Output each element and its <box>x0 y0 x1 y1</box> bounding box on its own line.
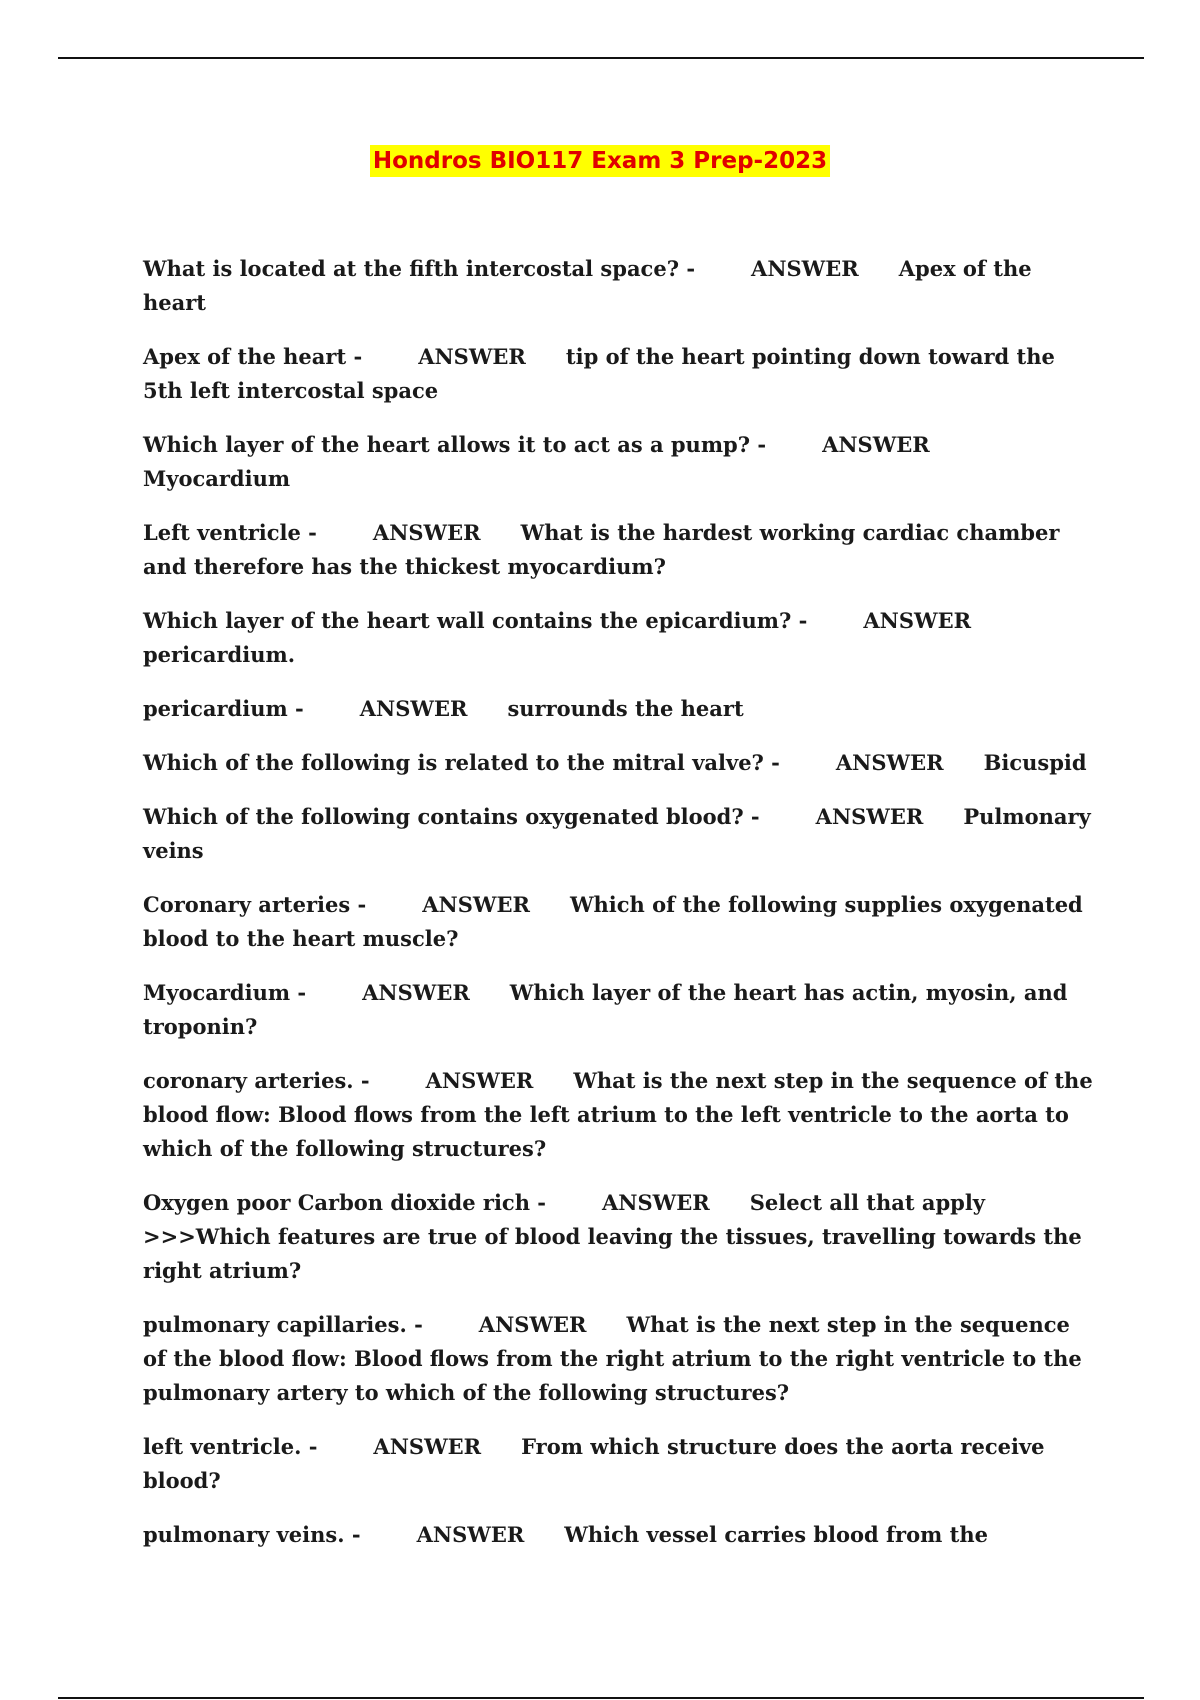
answer-label: ANSWER <box>418 344 526 369</box>
question-text: pulmonary capillaries. - <box>143 1312 423 1337</box>
question-text: Oxygen poor Carbon dioxide rich - <box>143 1190 547 1215</box>
qa-entry <box>143 976 1098 1044</box>
document-title: Hondros BIO117 Exam 3 Prep-2023 <box>370 145 830 177</box>
answer-label: ANSWER <box>372 520 481 545</box>
question-text: Which layer of the heart wall contains the epicardium? - <box>143 608 808 633</box>
answer-text: What is the hardest working cardiac chamber and therefore has the thickest myocardium? <box>143 520 1060 579</box>
answer-label: ANSWER <box>478 1312 587 1337</box>
bottom-rule <box>58 1697 1144 1699</box>
answer-label: ANSWER <box>815 804 924 829</box>
answer-text: Myocardium <box>143 466 291 491</box>
answer-label: ANSWER <box>863 608 972 633</box>
top-rule <box>58 57 1144 59</box>
answer-label: ANSWER <box>835 750 944 775</box>
question-text: left ventricle. - <box>143 1434 318 1459</box>
answer-label: ANSWER <box>425 1068 534 1093</box>
qa-entry <box>143 800 1098 868</box>
question-text: Apex of the heart - <box>143 344 363 369</box>
title-container <box>0 145 1200 177</box>
qa-entry <box>143 516 1098 584</box>
answer-text: From which structure does the aorta receive blood? <box>143 1434 1045 1493</box>
qa-entry <box>143 340 1098 408</box>
answer-text: pericardium. <box>143 642 296 667</box>
qa-entry <box>143 692 1098 726</box>
answer-text: Which layer of the heart has actin, myosin, and troponin? <box>143 980 1068 1039</box>
answer-text: Bicuspid <box>983 750 1087 775</box>
question-text: pericardium - <box>143 696 304 721</box>
question-text: Which of the following contains oxygenated blood? - <box>143 804 760 829</box>
answer-label: ANSWER <box>751 256 859 281</box>
answer-text: Which vessel carries blood from the <box>564 1522 988 1547</box>
answer-label: ANSWER <box>422 892 530 917</box>
qa-entry <box>143 888 1098 956</box>
qa-entry <box>143 1064 1098 1166</box>
answer-text: Apex of the heart <box>143 256 1032 315</box>
answer-text: Pulmonary veins <box>143 804 1091 863</box>
answer-text: surrounds the heart <box>507 696 744 721</box>
answer-text: Select all that apply >>>Which features are true of blood leaving the tissues, travelling towards the right atrium? <box>143 1190 1082 1283</box>
answer-label: ANSWER <box>359 696 468 721</box>
answer-text: What is the next step in the sequence of the blood flow: Blood flows from the left atrium to the left ventricle to the aorta to which of the following structures? <box>143 1068 1093 1161</box>
question-text: coronary arteries. - <box>143 1068 370 1093</box>
question-text: pulmonary veins. - <box>143 1522 361 1547</box>
question-text: Myocardium - <box>143 980 307 1005</box>
question-text: Which of the following is related to the mitral valve? - <box>143 750 780 775</box>
question-text: What is located at the fifth intercostal space? - <box>143 256 696 281</box>
answer-label: ANSWER <box>416 1522 525 1547</box>
answer-label: ANSWER <box>373 1434 482 1459</box>
qa-entry <box>143 1430 1098 1498</box>
answer-label: ANSWER <box>822 432 930 457</box>
qa-entry <box>143 604 1098 672</box>
answer-label: ANSWER <box>602 1190 710 1215</box>
qa-entry <box>143 1518 1098 1552</box>
answer-text: What is the next step in the sequence of the blood flow: Blood flows from the right atrium to the right ventricle to the pulmonary artery to which of the following structures? <box>143 1312 1082 1405</box>
answer-text: Which of the following supplies oxygenated blood to the heart muscle? <box>143 892 1083 951</box>
answer-label: ANSWER <box>362 980 470 1005</box>
qa-entry <box>143 252 1098 320</box>
question-text: Coronary arteries - <box>143 892 367 917</box>
qa-entry <box>143 428 1098 496</box>
qa-entry <box>143 746 1098 780</box>
question-text: Which layer of the heart allows it to act as a pump? - <box>143 432 767 457</box>
qa-list <box>143 252 1098 1572</box>
answer-text: tip of the heart pointing down toward the 5th left intercostal space <box>143 344 1055 403</box>
qa-entry <box>143 1186 1098 1288</box>
question-text: Left ventricle - <box>143 520 317 545</box>
qa-entry <box>143 1308 1098 1410</box>
